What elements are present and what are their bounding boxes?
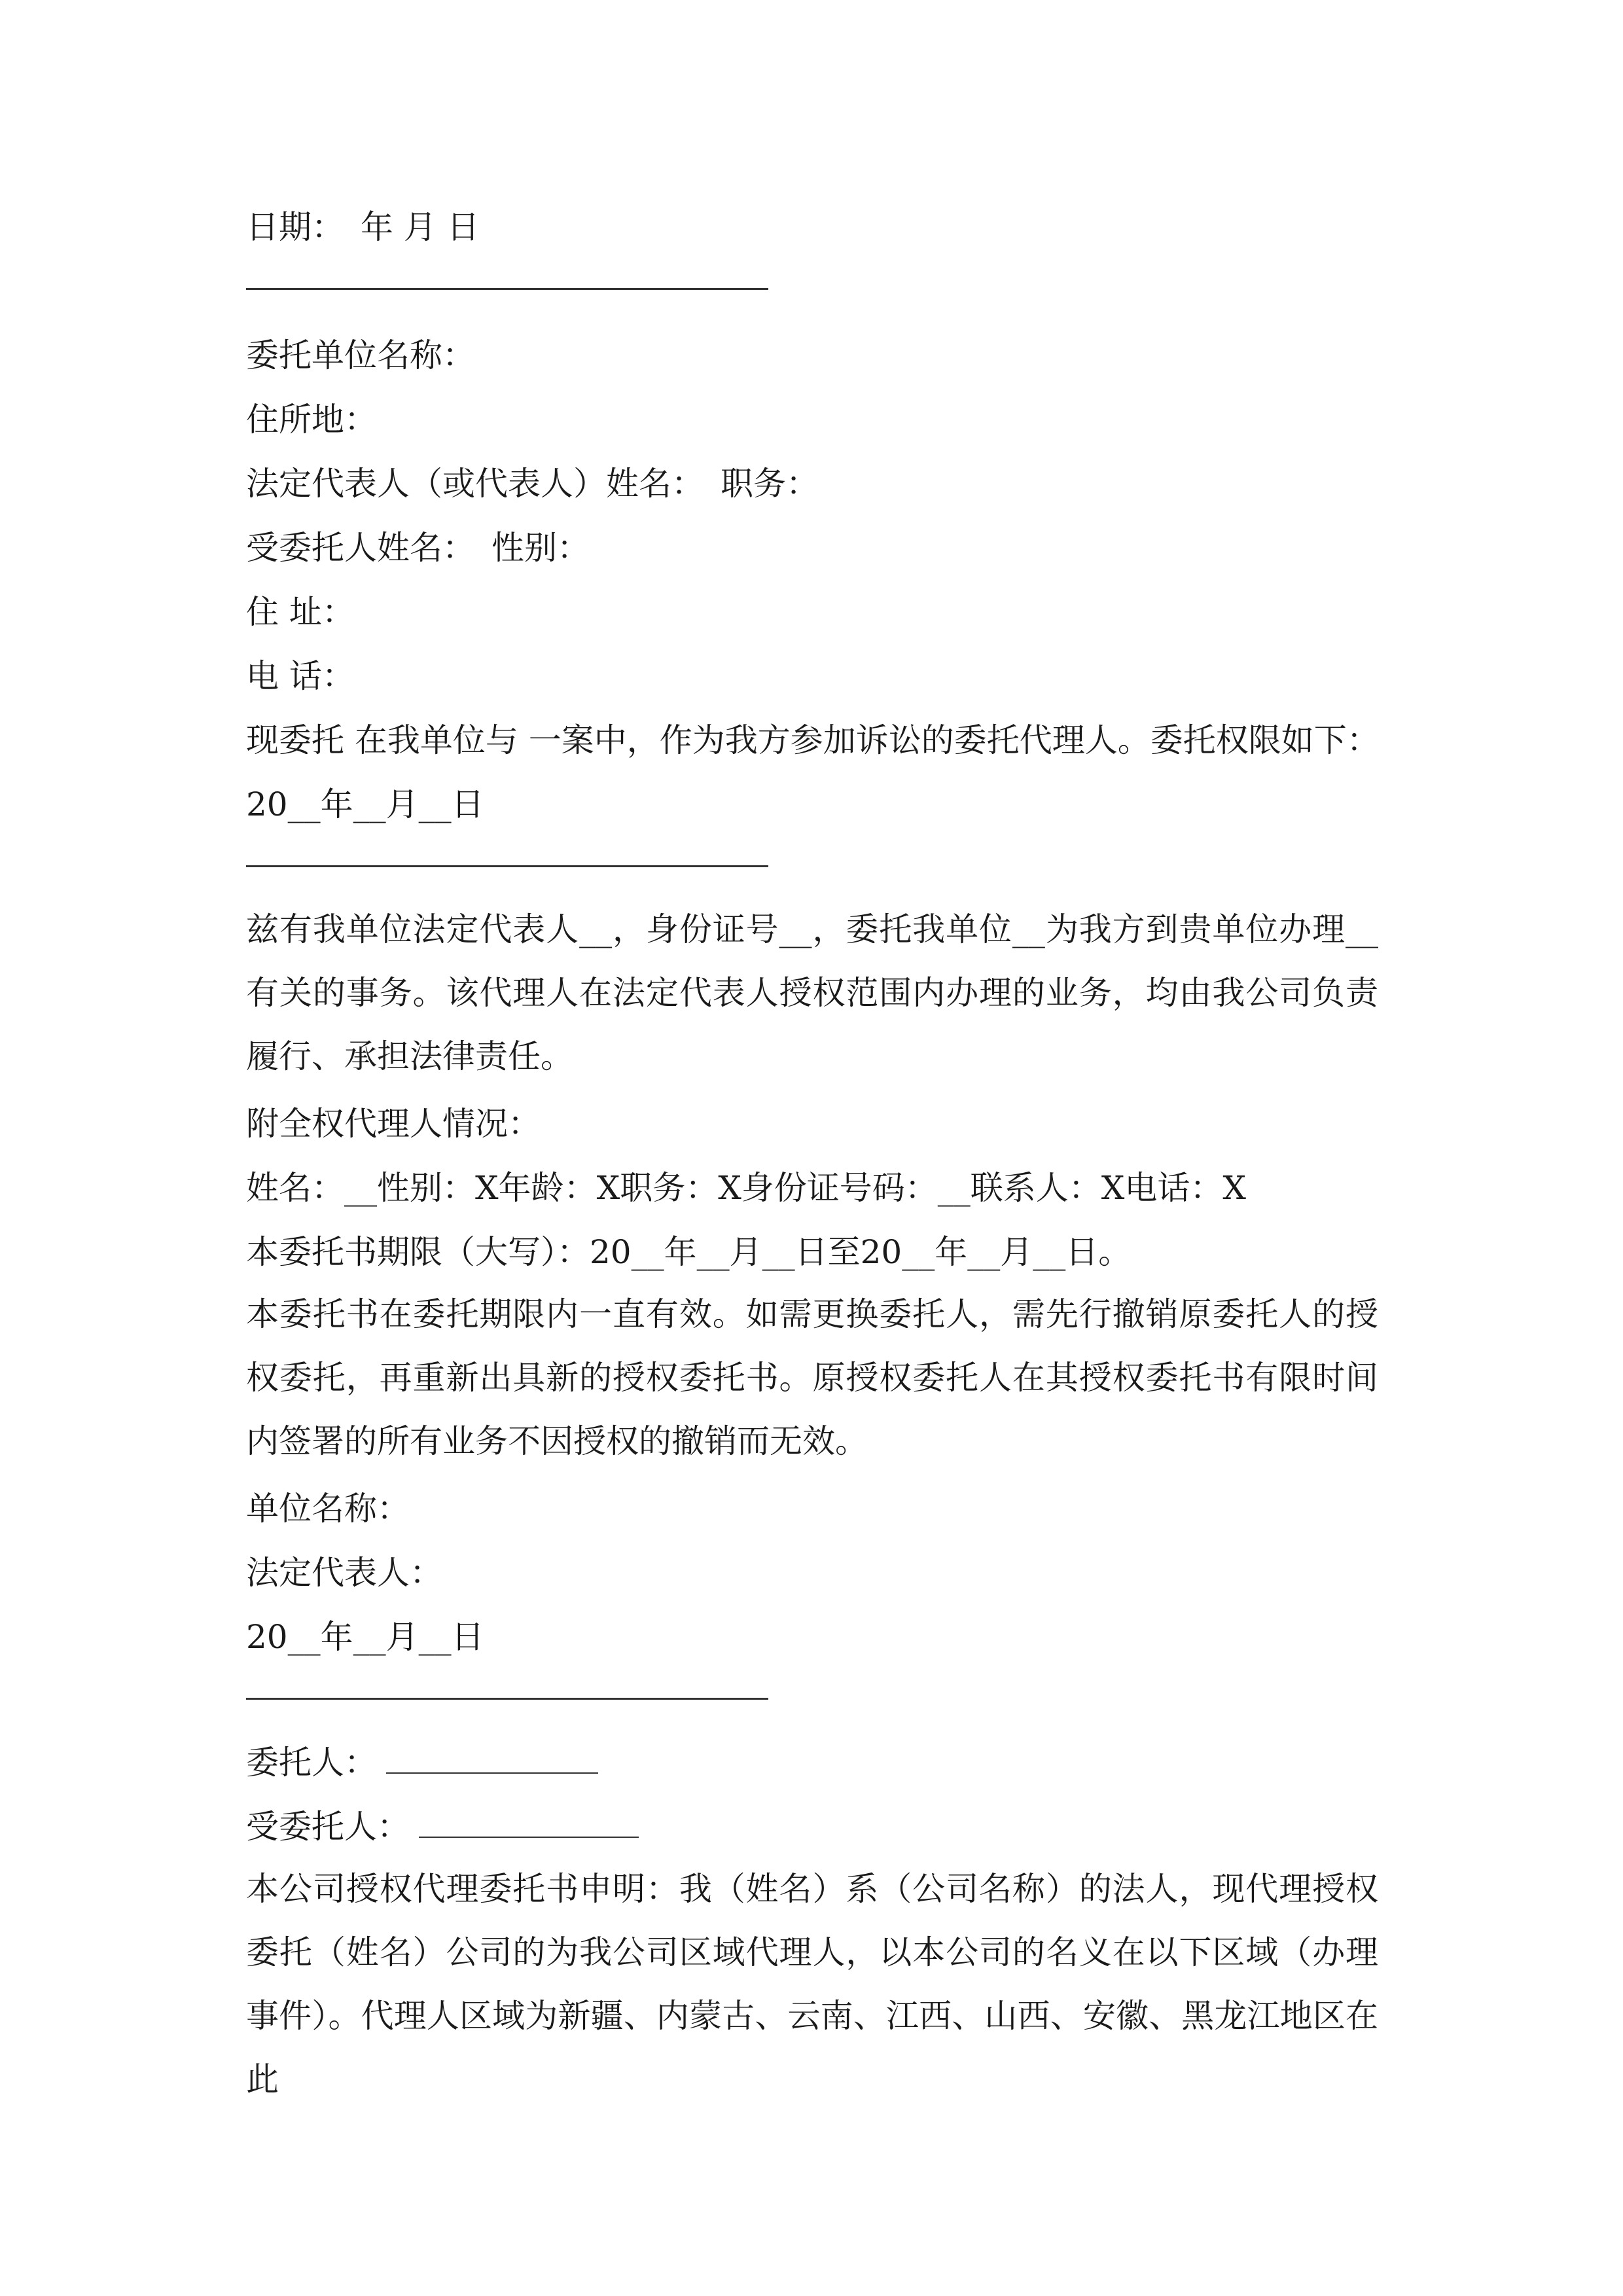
trustee-field: 受委托人姓名： 性别： [246, 529, 590, 567]
signatory-legal-rep: 法定代表人： [246, 1554, 442, 1592]
section-divider [246, 288, 768, 290]
authorization-paragraph: 兹有我单位法定代表人__，身份证号__，委托我单位__为我方到贵单位办理__有关的事务。该代理人在法定代表人授权范围内办理的业务，均由我公司负责履行、承担法律责任。 [246, 910, 1378, 1075]
section1-date: 20__年__月__日 [246, 785, 484, 823]
entrust-statement: 现委托 在我单位与 一案中，作为我方参加诉讼的委托代理人。委托权限如下： [246, 721, 1380, 759]
trustee-label: 受委托人： [246, 1808, 410, 1846]
section-divider [246, 865, 768, 867]
trustee-signature-line [419, 1837, 639, 1838]
trustee-signature-row [246, 1808, 1378, 1846]
signatory-unit-name: 单位名称： [246, 1490, 410, 1528]
legal-representative-field: 法定代表人（或代表人）姓名： 职务： [246, 465, 819, 503]
section2-date: 20__年__月__日 [246, 1618, 484, 1656]
company-statement-paragraph: 本公司授权代理委托书申明：我（姓名）系（公司名称）的法人，现代理授权委托（姓名）公司的为我公司区域代理人，以本公司的名义在以下区域（办理事件）。代理人区域为新疆、内蒙古、云南、江西、山西、安徽、黑龙江地区在此 [246, 1870, 1378, 2098]
term-line: 本委托书期限（大写）：20__年__月__日至20__年__月__日。 [246, 1233, 1132, 1271]
client-signature-row [246, 1744, 1378, 1782]
validity-paragraph: 本委托书在委托期限内一直有效。如需更换委托人，需先行撤销原委托人的授权委托，再重新出具新的授权委托书。原授权委托人在其授权委托书有限时间内签署的所有业务不因授权的撤销而无效。 [246, 1295, 1378, 1460]
agent-info: 姓名：__性别：X年龄：X职务：X身份证号码：__联系人：X电话：X [246, 1169, 1246, 1207]
section-divider [246, 1698, 768, 1700]
address-field: 住 址： [246, 593, 355, 631]
client-label: 委托人： [246, 1744, 377, 1782]
client-signature-line [386, 1772, 598, 1774]
entrusting-unit-name: 委托单位名称： [246, 336, 475, 374]
residence-field: 住所地： [246, 401, 377, 439]
date-line: 日期： 年 月 日 [246, 208, 480, 246]
agent-heading: 附全权代理人情况： [246, 1105, 541, 1143]
phone-field: 电 话： [246, 657, 355, 695]
